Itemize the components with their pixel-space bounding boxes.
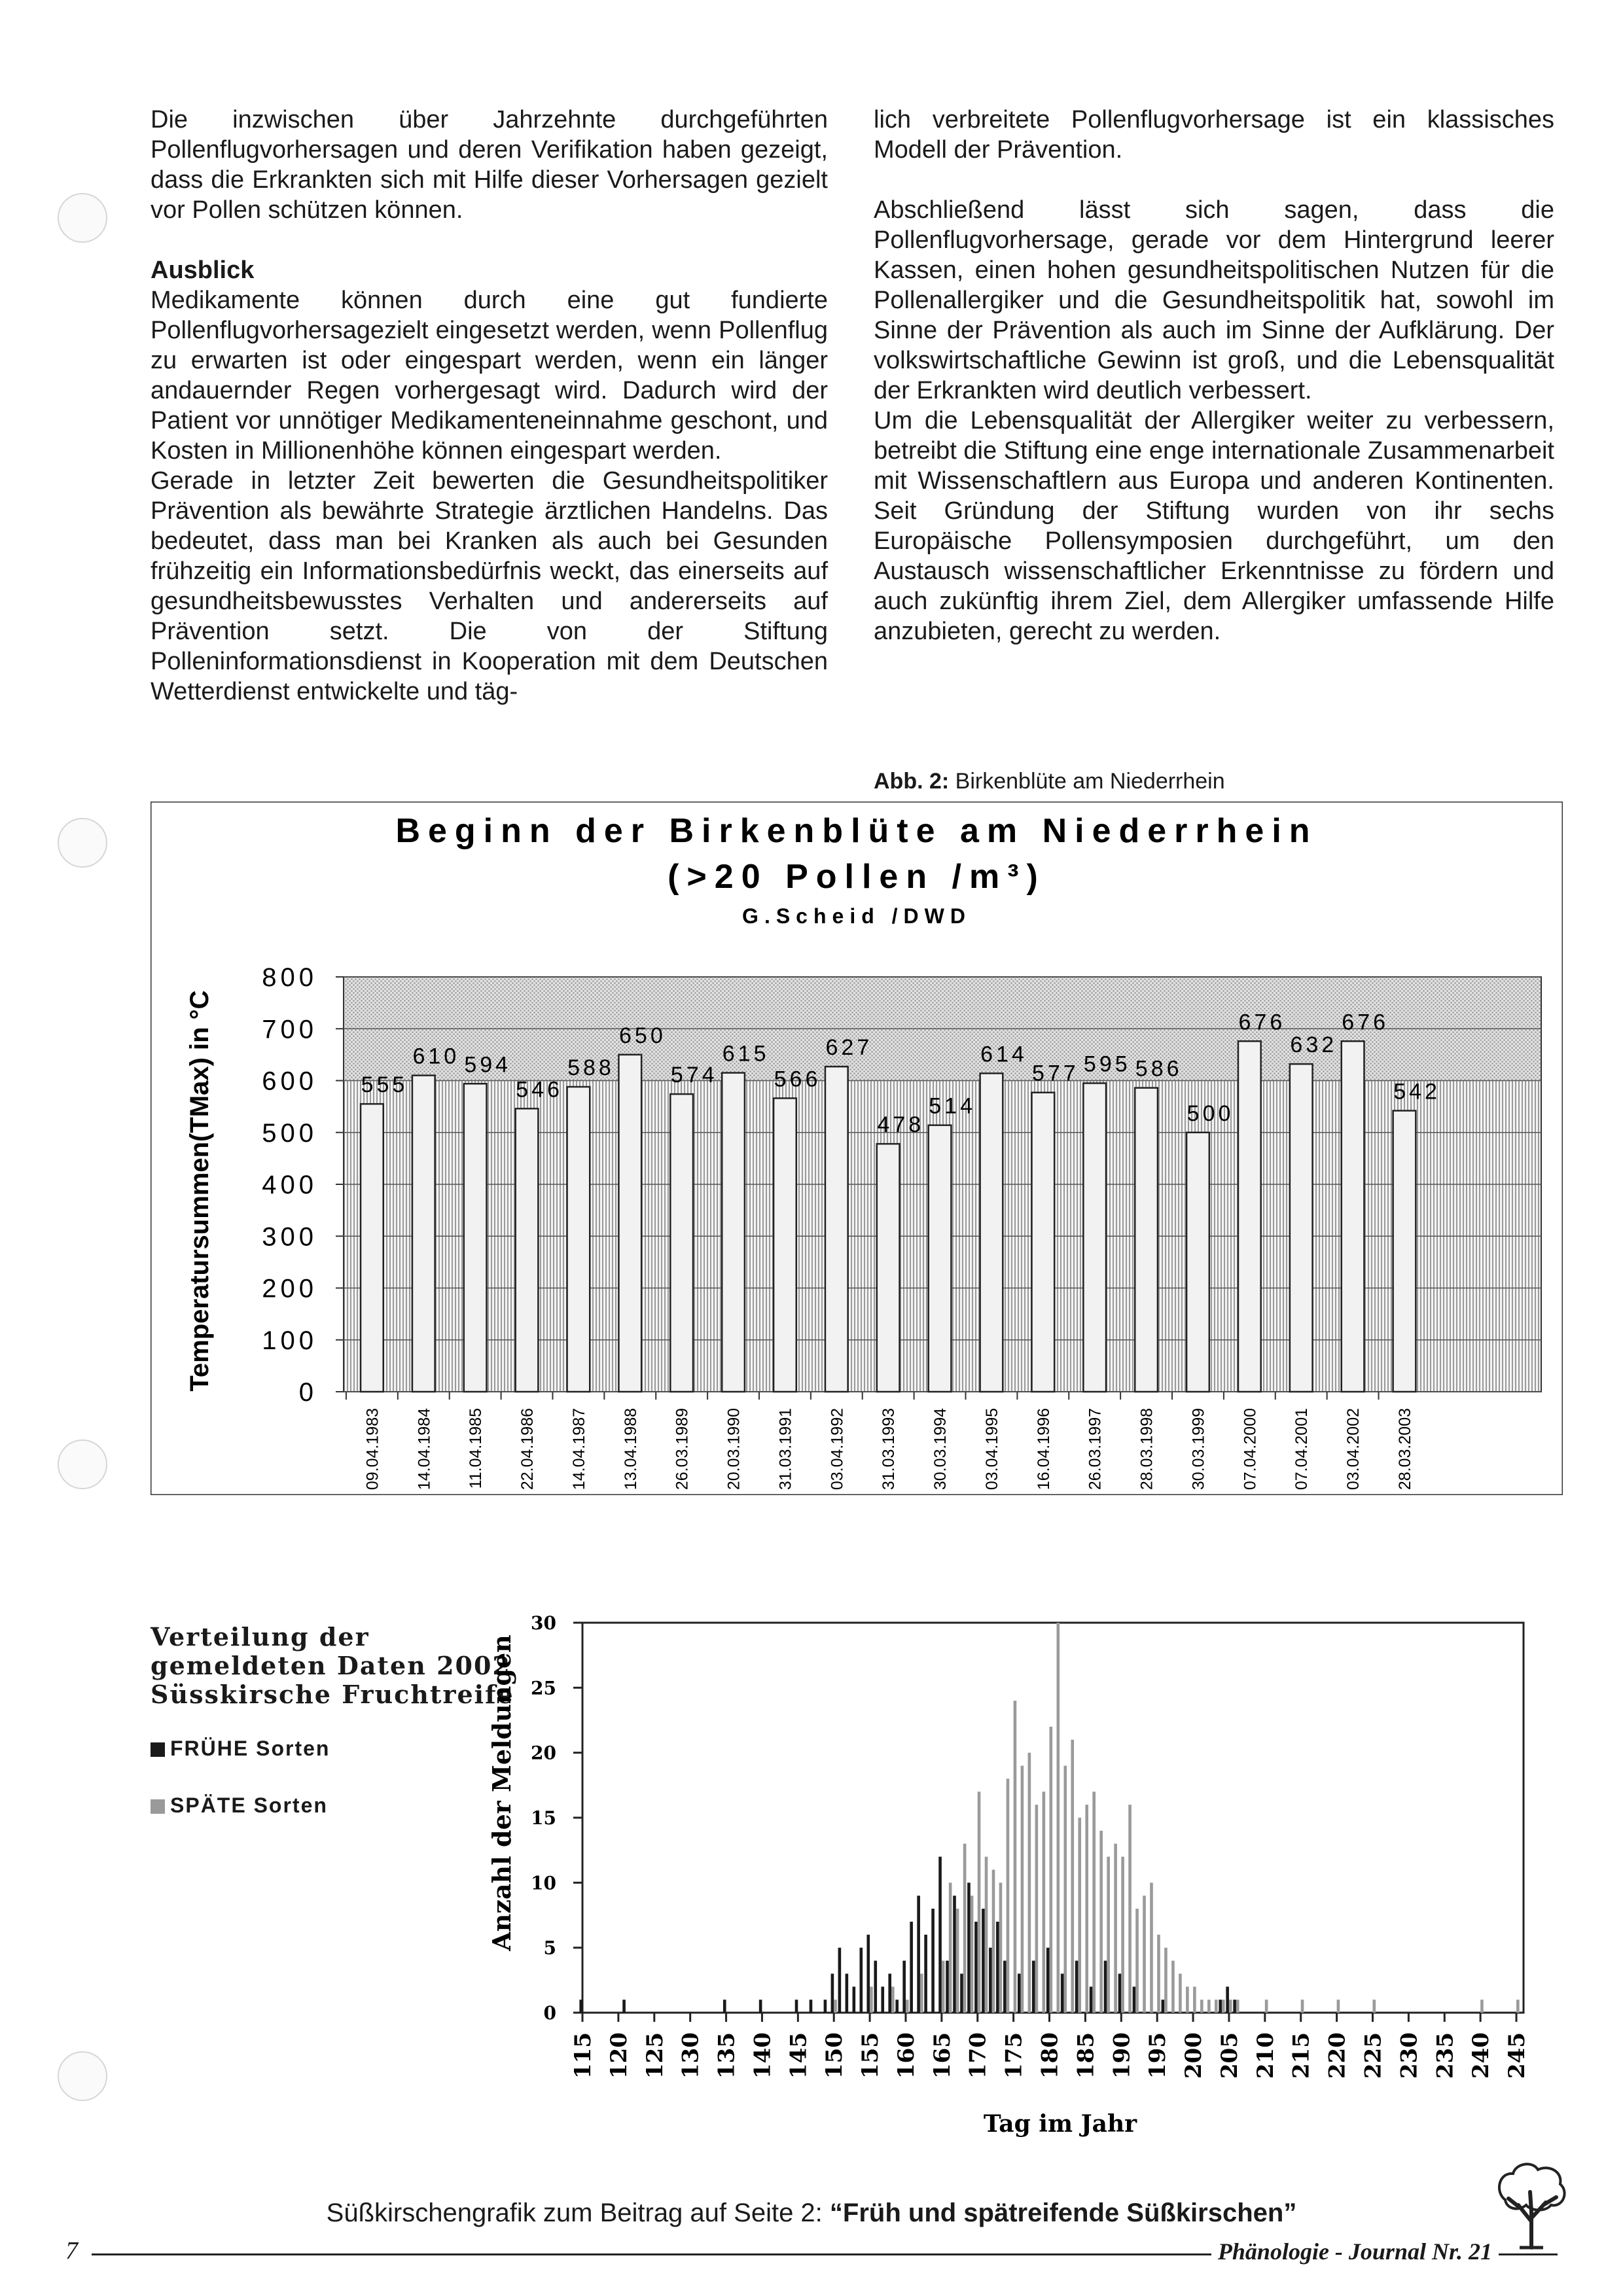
cherry-x-tick-label: 205 <box>1216 2032 1243 2079</box>
cherry-x-tick-label: 245 <box>1504 2032 1531 2079</box>
bar <box>1031 1093 1054 1392</box>
bar-early <box>931 1909 935 2013</box>
cherry-x-tick-label: 160 <box>893 2032 919 2079</box>
bar <box>774 1098 796 1392</box>
y-tick-label: 600 <box>262 1067 317 1096</box>
y-tick-label: 0 <box>298 1378 317 1407</box>
bar-late <box>992 1869 995 2013</box>
bar-late <box>1207 2000 1211 2013</box>
x-tick-label: 11.04.1985 <box>467 1408 486 1489</box>
bar-early <box>1118 1973 1122 2013</box>
cherry-chart-title-line-2: gemeldeten Daten 2002 <box>151 1651 511 1680</box>
bar <box>929 1125 952 1392</box>
data-label: 586 <box>1135 1056 1183 1082</box>
bar-late <box>999 1882 1003 2013</box>
cherry-x-axis-label: Tag im Jahr <box>983 2110 1137 2138</box>
bar <box>877 1144 900 1392</box>
data-label: 566 <box>774 1067 821 1092</box>
bar-early <box>1104 1961 1107 2013</box>
journal-name: Phänologie - Journal Nr. 21 <box>1211 2238 1499 2265</box>
paragraph-intro: Die inzwischen über Jahrzehnte durchgeführten Pollenflugvorhersagen und deren Verifikation haben gezeigt, dass die Erkrankten sich mit Hilfe dieser Vorhersagen gezielt vor Pollen schützen können. <box>151 106 828 224</box>
x-tick-label: 03.04.1992 <box>828 1408 847 1491</box>
bar-late <box>920 1973 923 2013</box>
bar <box>1342 1041 1364 1392</box>
bar-early <box>853 1987 856 2013</box>
bar-late <box>1014 1701 1017 2013</box>
cherry-y-tick-label: 30 <box>531 1612 556 1634</box>
bar-late <box>949 1882 952 2013</box>
bar <box>361 1104 383 1392</box>
bar-late <box>1128 1805 1132 2013</box>
bar-early <box>1133 1987 1136 2013</box>
data-label: 676 <box>1342 1010 1389 1035</box>
bar-early <box>810 2000 813 2013</box>
bar <box>516 1108 539 1392</box>
bar-late <box>1028 1753 1031 2013</box>
data-label: 627 <box>825 1035 873 1061</box>
bar-late <box>1063 1766 1067 2013</box>
x-tick-labels <box>363 1408 1414 1490</box>
bar-late <box>891 1987 895 2013</box>
bar-late <box>1193 1987 1196 2013</box>
bar-early <box>910 1922 913 2013</box>
cherry-x-tick-label: 150 <box>821 2032 848 2079</box>
data-label: 574 <box>670 1063 718 1088</box>
x-tick-label: 07.04.2001 <box>1293 1408 1311 1491</box>
punch-hole-4 <box>58 2051 107 2101</box>
cherry-y-tick-label: 10 <box>531 1872 556 1894</box>
paragraph-medikamente: Medikamente können durch eine gut fundierte Pollenflugvorhersagezielt eingesetzt werden, wenn Pollenflug zu erwarten ist oder eingespart werden, wenn ein länger andauernder Regen vorhergesagt wird. Dadurch wird der Patient vor unnötiger Medikamenteneinnahme geschont, und Kosten in Millionenhöhe können eingespart werden. <box>151 287 828 465</box>
data-label: 594 <box>464 1052 512 1078</box>
bar-early <box>960 1973 963 2013</box>
bar-early <box>723 2000 726 2013</box>
cherry-x-tick-label: 135 <box>713 2032 740 2079</box>
legend-label-late: SPÄTE Sorten <box>170 1793 328 1817</box>
bar-late <box>1372 2000 1376 2013</box>
cherry-y-tick-label: 20 <box>531 1742 556 1764</box>
data-label: 542 <box>1393 1079 1440 1104</box>
bar-early <box>824 2000 827 2013</box>
bar-early <box>622 2000 626 2013</box>
cherry-x-tick-label: 185 <box>1073 2032 1099 2079</box>
bar <box>670 1094 693 1392</box>
data-label: 615 <box>722 1041 770 1067</box>
bar <box>1186 1133 1209 1392</box>
cherry-x-tick-label: 175 <box>1001 2032 1027 2079</box>
birch-bloom-chart <box>151 802 1563 1495</box>
cherry-x-tick-label: 235 <box>1432 2032 1459 2079</box>
cherry-x-tick-labels <box>570 2032 1530 2079</box>
bar <box>567 1087 590 1392</box>
cherry-y-axis-label: Anzahl der Meldungen <box>487 1634 516 1951</box>
paragraph-praevention: Gerade in letzter Zeit bewerten die Gesundheitspolitiker Prävention als bewährte Strategie ärztlichen Handelns. Das bedeutet, dass man bei Kranken als auch bei Gesunden frühzeitig ein Informationsbedürfnis weckt, das einerseits auf gesundheitsbewusstes Verhalten und andererseits auf Prävention setzt. Die von der Stiftung Polleninformationsdienst in Kooperation mit dem Deutschen Wetterdienst entwickelte und täg- <box>151 467 828 705</box>
bar <box>412 1076 435 1392</box>
bar-late <box>1043 1792 1046 2013</box>
bar-late <box>956 1909 959 2013</box>
x-tick-label: 28.03.1998 <box>1137 1408 1156 1491</box>
data-label: 610 <box>412 1044 460 1069</box>
x-tick-label: 30.03.1994 <box>931 1408 950 1491</box>
bar-late <box>1186 1987 1189 2013</box>
bar-early <box>759 2000 762 2013</box>
chart-title: Beginn der Birkenblüte am Niederrhein <box>395 812 1318 850</box>
x-tick-label: 22.04.1986 <box>518 1408 537 1491</box>
bar-early <box>1032 1961 1035 2013</box>
bar <box>1393 1110 1416 1392</box>
bar-late <box>1516 2000 1520 2013</box>
bar-early <box>982 1909 985 2013</box>
bar-early <box>1003 1961 1007 2013</box>
bar-late <box>1222 2000 1225 2013</box>
x-tick-label: 16.04.1996 <box>1034 1408 1053 1491</box>
cherry-y-tick-labels <box>531 1612 556 2024</box>
figure-caption-text: Birkenblüte am Niederrhein <box>949 769 1225 794</box>
bar-late <box>1164 1948 1168 2013</box>
cherry-x-tick-label: 220 <box>1324 2032 1351 2079</box>
bar-late <box>1200 2000 1204 2013</box>
data-label: 614 <box>980 1042 1027 1067</box>
section-heading-ausblick: Ausblick <box>151 256 255 284</box>
bar-late <box>1135 1909 1139 2013</box>
data-label: 577 <box>1032 1061 1079 1086</box>
bar-late <box>1301 2000 1304 2013</box>
data-label: 588 <box>567 1055 615 1081</box>
bar-late <box>1021 1766 1024 2013</box>
bar-late <box>942 1961 945 2013</box>
paragraph-lebensqualitaet: Um die Lebensqualität der Allergiker weiter zu verbessern, betreibt die Stiftung eine enge internationale Zusammenarbeit mit Wissenschaftlern aus Europa und anderen Kontinenten. Seit Gründung der Stiftung wurden von ihr sechs Europäische Pollensymposien durchgeführt, um den Austausch wissenschaftlicher Erkenntnisse zu fördern und auch zukünftig ihrem Ziel, dem Allergiker umfassende Hilfe anzubieten, gerecht zu werden. <box>874 407 1554 645</box>
x-tick-label: 07.04.2000 <box>1241 1408 1260 1491</box>
cherry-x-tick-label: 140 <box>749 2032 776 2079</box>
bar-early <box>996 1922 999 2013</box>
cherry-x-tick-label: 130 <box>677 2032 704 2079</box>
bar <box>1135 1088 1158 1392</box>
y-tick-label: 700 <box>262 1015 317 1044</box>
bar-early <box>888 1973 891 2013</box>
cherry-x-tick-label: 170 <box>965 2032 991 2079</box>
bar-late <box>1337 2000 1340 2013</box>
figure-caption <box>874 769 1225 794</box>
cherry-y-tick-label: 25 <box>531 1677 556 1699</box>
bar-early <box>1226 1987 1229 2013</box>
cherry-x-tick-label: 125 <box>641 2032 668 2079</box>
data-label: 676 <box>1238 1010 1286 1035</box>
bar-late <box>1215 2000 1218 2013</box>
x-tick-label: 03.04.1995 <box>982 1408 1001 1491</box>
cherry-x-tick-label: 215 <box>1288 2032 1315 2079</box>
data-label: 632 <box>1290 1033 1338 1058</box>
bar-early <box>795 2000 798 2013</box>
cherry-x-tick-label: 195 <box>1145 2032 1171 2079</box>
bar-early <box>838 1948 842 2013</box>
footer-caption-title: “Früh und spätreifende Süßkirschen” <box>829 2199 1297 2227</box>
bar-early <box>881 1987 884 2013</box>
bar-late <box>1236 2000 1240 2013</box>
x-tick-label: 28.03.2003 <box>1395 1408 1414 1491</box>
bar-late <box>1480 2000 1484 2013</box>
bar <box>1290 1064 1313 1392</box>
bar-late <box>1056 1623 1060 2013</box>
bar-early <box>874 1961 877 2013</box>
punch-hole-1 <box>58 193 107 243</box>
bar-early <box>831 1973 834 2013</box>
cherry-x-tick-label: 120 <box>605 2032 632 2079</box>
bar-late <box>870 1987 873 2013</box>
cherry-x-tick-label: 210 <box>1252 2032 1279 2079</box>
bar-late <box>1099 1831 1103 2013</box>
cherry-y-tick-label: 0 <box>543 2002 556 2024</box>
bar-early <box>953 1896 956 2013</box>
bar-early <box>1075 1961 1079 2013</box>
x-tick-label: 03.04.2002 <box>1344 1408 1363 1491</box>
y-tick-labels <box>262 963 317 1407</box>
footer-caption-plain: Süßkirschengrafik zum Beitrag auf Seite 2: <box>326 2199 830 2227</box>
bar-late <box>906 2000 909 2013</box>
bar-late <box>1121 1857 1124 2013</box>
bar-late <box>978 1792 981 2013</box>
bar-late <box>1107 1857 1110 2013</box>
x-tick-label: 30.03.1999 <box>1189 1408 1208 1491</box>
cherry-y-tick-label: 15 <box>531 1807 556 1829</box>
cherry-y-tick-label: 5 <box>543 1937 556 1959</box>
bar-early <box>1046 1948 1050 2013</box>
bar-early <box>859 1948 863 2013</box>
y-tick-label: 100 <box>262 1326 317 1355</box>
bar-early <box>917 1896 920 2013</box>
bar-early <box>579 2000 582 2013</box>
bar <box>980 1073 1003 1392</box>
cherry-x-tick-label: 155 <box>857 2032 884 2079</box>
legend-label-early: FRÜHE Sorten <box>170 1737 330 1760</box>
bar-early <box>902 1961 906 2013</box>
data-label: 595 <box>1083 1051 1131 1077</box>
cherry-x-tick-label: 165 <box>929 2032 955 2079</box>
bar <box>825 1067 848 1392</box>
x-tick-label: 26.03.1997 <box>1086 1408 1105 1491</box>
bar-late <box>1114 1844 1117 2013</box>
bar <box>1238 1041 1261 1392</box>
bar-late <box>1050 1727 1053 2013</box>
bar <box>618 1055 641 1392</box>
data-label: 478 <box>877 1112 925 1138</box>
bar <box>1083 1083 1106 1392</box>
bar-early <box>895 2000 899 2013</box>
bar-late <box>1150 1882 1153 2013</box>
bar-late <box>834 2000 837 2013</box>
data-label: 514 <box>929 1093 976 1119</box>
bar-late <box>1265 2000 1268 2013</box>
chart-subtitle: (>20 Pollen /m³) <box>668 858 1046 896</box>
bar-late <box>1179 1973 1182 2013</box>
bar-late <box>1085 1805 1088 2013</box>
bar-late <box>963 1844 967 2013</box>
x-tick-label: 26.03.1989 <box>673 1408 692 1491</box>
data-label: 555 <box>361 1072 408 1098</box>
page-number: 7 <box>65 2237 78 2265</box>
chart-source: G.Scheid /DWD <box>742 904 971 928</box>
bar-early <box>924 1935 927 2013</box>
bar-late <box>1071 1740 1074 2013</box>
y-axis-label: Temperatursummen(TMax) in °C <box>185 990 214 1392</box>
figure-caption-label: Abb. 2: <box>874 769 950 794</box>
y-tick-label: 300 <box>262 1222 317 1252</box>
bar-early <box>1061 1973 1064 2013</box>
cherry-x-tick-label: 225 <box>1360 2032 1387 2079</box>
bar-early <box>1090 1987 1093 2013</box>
bar-late <box>1035 1805 1039 2013</box>
punch-hole-3 <box>58 1439 107 1489</box>
cherry-x-tick-label: 200 <box>1181 2032 1207 2079</box>
x-tick-label: 13.04.1988 <box>621 1408 640 1491</box>
cherry-x-tick-label: 240 <box>1468 2032 1495 2079</box>
x-tick-label: 20.03.1990 <box>724 1408 743 1491</box>
text-column-left <box>151 105 828 707</box>
bar-early <box>1233 2000 1236 2013</box>
bar-late <box>1078 1818 1081 2013</box>
y-tick-label: 400 <box>262 1171 317 1199</box>
bar <box>464 1084 487 1392</box>
cherry-x-tick-label: 180 <box>1037 2032 1063 2079</box>
bar-late <box>1143 1896 1146 2013</box>
x-tick-label: 14.04.1987 <box>569 1408 588 1491</box>
bar-late <box>1007 1778 1010 2013</box>
bar-early <box>866 1935 870 2013</box>
punch-hole-2 <box>58 818 107 868</box>
paragraph-continuation: lich verbreitete Pollenflugvorhersage ist ein klassisches Modell der Prävention. <box>874 106 1554 164</box>
data-label: 500 <box>1186 1101 1234 1126</box>
bar-late <box>971 1896 974 2013</box>
bar-early <box>989 1948 992 2013</box>
y-tick-label: 800 <box>262 963 317 992</box>
cherry-x-tick-label: 115 <box>570 2032 596 2079</box>
cherry-chart-title-line-3: Süsskirsche Fruchtreife <box>151 1680 514 1709</box>
bar <box>722 1073 745 1392</box>
paragraph-abschliessend: Abschließend lässt sich sagen, dass die Pollenflugvorhersage, gerade vor dem Hintergrund leerer Kassen, einen hohen gesundheitspolitischen Nutzen für die Pollenallergiker und die Gesundheitspolitik hat, sowohl im Sinne der Prävention als auch im Sinne der Aufklärung. Der volkswirtschaftliche Gewinn ist groß, und die Lebensqualität der Erkrankten wird deutlich verbessert. <box>874 196 1554 404</box>
tree-icon <box>1492 2159 1571 2251</box>
bar-early <box>967 1882 971 2013</box>
cherry-x-tick-label: 190 <box>1109 2032 1135 2079</box>
bar-early <box>1219 2000 1222 2013</box>
bar-early <box>938 1857 942 2013</box>
bar-late <box>1157 1935 1160 2013</box>
bar-late <box>1092 1792 1096 2013</box>
cherry-plot-border <box>582 1623 1524 2013</box>
y-tick-label: 500 <box>262 1118 317 1148</box>
cherry-x-tick-label: 230 <box>1396 2032 1423 2079</box>
footer-caption <box>0 2199 1623 2228</box>
bar-early <box>1018 1973 1021 2013</box>
x-tick-label: 14.04.1984 <box>415 1408 434 1491</box>
cherry-x-tick-label: 145 <box>785 2032 812 2079</box>
bar-late <box>1229 2000 1232 2013</box>
bar-early <box>946 1961 949 2013</box>
bar-late <box>985 1857 988 2013</box>
bar-early <box>846 1973 849 2013</box>
x-tick-label: 31.03.1993 <box>880 1408 899 1491</box>
y-tick-label: 200 <box>262 1274 317 1303</box>
x-tick-label: 31.03.1991 <box>776 1408 795 1491</box>
cherry-ripening-chart <box>131 1597 1571 2159</box>
bar-early <box>974 1922 978 2013</box>
x-tick-label: 09.04.1983 <box>363 1408 382 1491</box>
cherry-chart-title-line-1: Verteilung der <box>151 1622 370 1651</box>
text-column-right <box>874 105 1554 646</box>
bar-late <box>1171 1961 1175 2013</box>
data-label: 546 <box>516 1077 563 1103</box>
bar-early <box>1162 2000 1165 2013</box>
data-label: 650 <box>619 1023 666 1048</box>
